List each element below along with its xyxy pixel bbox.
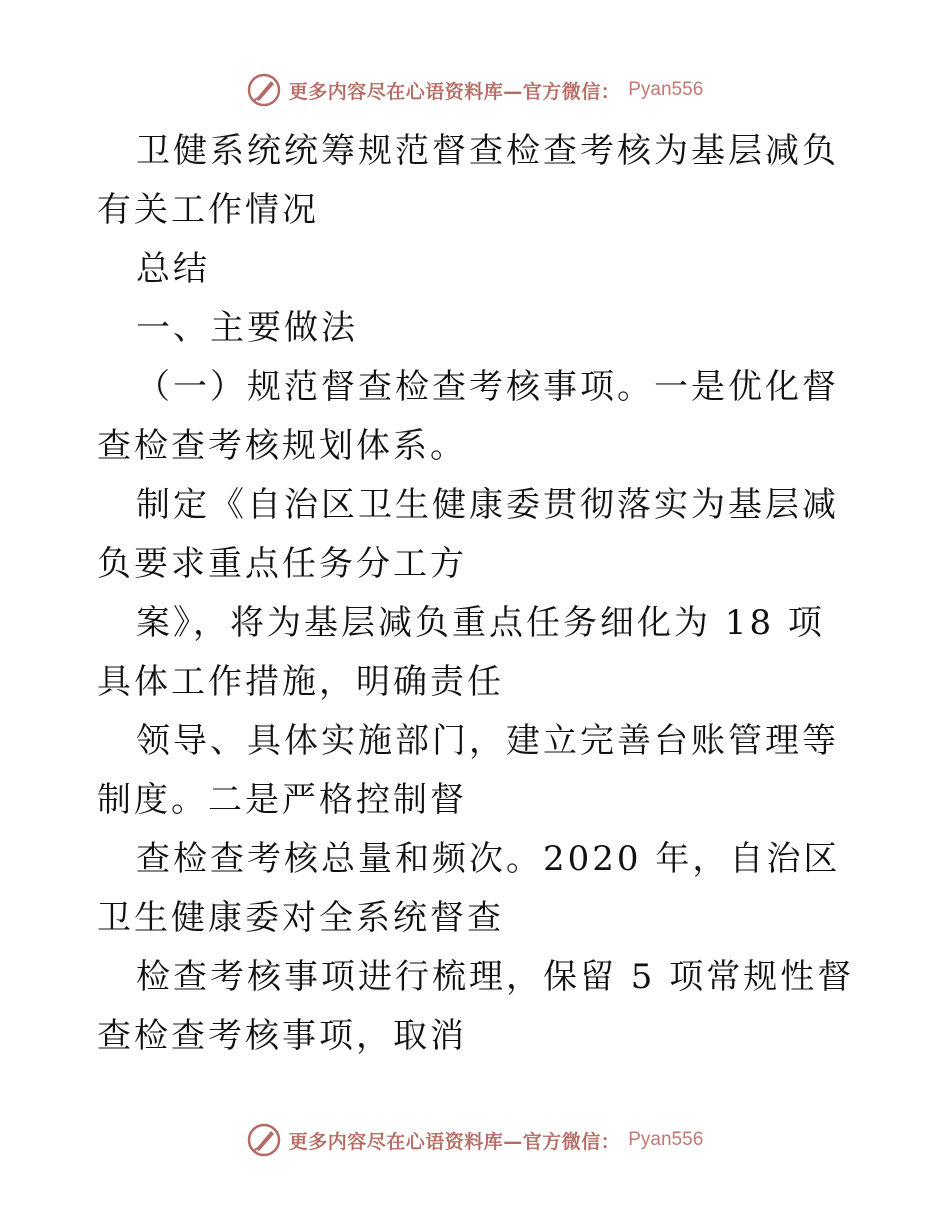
- paragraph-section-heading: 一、主要做法: [136, 308, 358, 348]
- header-banner-text: 更多内容尽在心语资料库—官方微信：: [288, 80, 621, 103]
- footer-banner-id: Pyan556: [628, 1129, 704, 1150]
- paragraph: 检查考核事项进行梳理，保留 5 项常规性督查检查考核事项，取消: [97, 957, 855, 1056]
- footer-banner: [0, 1120, 950, 1160]
- quill-logo-icon: [247, 73, 281, 107]
- paragraph: （一）规范督查检查考核事项。一是优化督查检查考核规划体系。: [97, 367, 839, 466]
- header-banner: [0, 70, 950, 110]
- document-body: [97, 122, 857, 1066]
- quill-logo-icon: [247, 1123, 281, 1157]
- paragraph-title: 卫健系统统筹规范督查检查考核为基层减负有关工作情况: [97, 131, 839, 230]
- paragraph: 制定《自治区卫生健康委贯彻落实为基层减负要求重点任务分工方: [97, 485, 839, 584]
- footer-banner-text: 更多内容尽在心语资料库—官方微信：: [288, 1130, 621, 1153]
- paragraph: 案》，将为基层减负重点任务细化为 18 项具体工作措施，明确责任: [97, 603, 825, 702]
- paragraph: 查检查考核总量和频次。2020 年，自治区卫生健康委对全系统督查: [97, 839, 841, 938]
- paragraph-subtitle: 总结: [136, 249, 210, 289]
- header-banner-id: Pyan556: [628, 79, 704, 100]
- paragraph: 领导、具体实施部门，建立完善台账管理等制度。二是严格控制督: [97, 721, 839, 820]
